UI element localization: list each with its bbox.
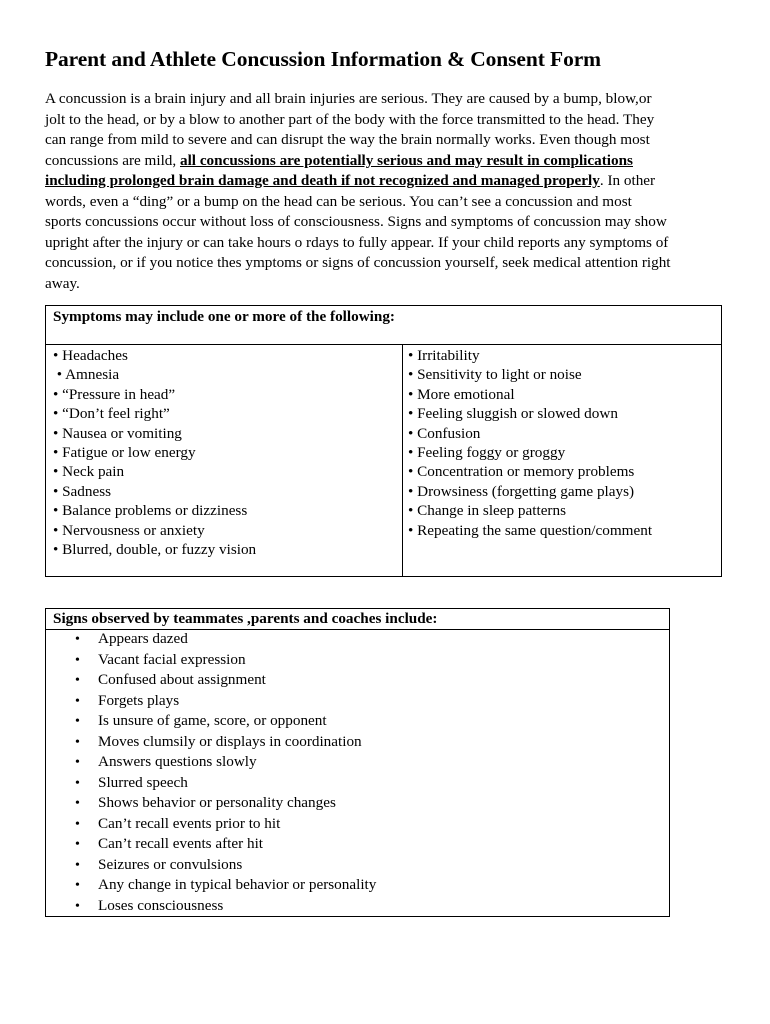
symptom-item: • Nervousness or anxiety — [53, 521, 205, 539]
symptom-item: • Fatigue or low energy — [53, 444, 196, 462]
sign-item-text: Loses consciousness — [98, 896, 224, 914]
bullet-icon: • — [75, 755, 80, 770]
bullet-icon: • — [75, 652, 80, 668]
intro-line: upright after the injury or can take hours o rdays to fully appear. If your child reports any symptoms of — [45, 233, 669, 251]
symptom-item: • Blurred, double, or fuzzy vision — [53, 541, 257, 559]
symptom-item: • Confusion — [408, 424, 481, 442]
bullet-icon: • — [75, 796, 80, 811]
intro-line — [45, 151, 633, 171]
column-divider — [402, 345, 403, 576]
bullet-icon: • — [75, 878, 80, 893]
sign-item-text: Can’t recall events after hit — [98, 835, 264, 852]
symptom-item: • More emotional — [408, 385, 515, 403]
bullet-icon: • — [75, 632, 80, 647]
symptom-item: • “Pressure in head” — [53, 385, 176, 403]
intro-line: concussion, or if you notice thes ymptoms or signs of concussion yourself, seek medical attention right — [45, 254, 671, 271]
signs-table — [45, 608, 670, 917]
sign-item-text: Appears dazed — [98, 630, 188, 647]
intro-emphasis: including prolonged brain damage and death if not recognized and managed properly — [45, 172, 600, 189]
symptom-item: • “Don’t feel right” — [53, 405, 170, 423]
symptom-item: • Headaches — [53, 347, 128, 364]
page-title: Parent and Athlete Concussion Information & Consent Form — [45, 47, 601, 71]
intro-line: away. — [45, 274, 80, 292]
symptoms-header — [46, 306, 721, 345]
intro-emphasis: all concussions are potentially serious and may result in complications — [179, 151, 633, 169]
intro-line: sports concussions occur without loss of consciousness. Signs and symptoms of concussion may show — [45, 213, 667, 230]
sign-item-text: Shows behavior or personality changes — [98, 794, 336, 811]
sign-item-text: Moves clumsily or displays in coordination — [98, 732, 362, 750]
bullet-icon: • — [75, 775, 80, 791]
symptoms-header-label: Symptoms may include one or more of the following: — [53, 308, 395, 325]
sign-item-text: Answers questions slowly — [98, 753, 257, 770]
sign-item-text: Confused about assignment — [98, 671, 266, 688]
sign-item-text: Forgets plays — [98, 691, 180, 709]
symptoms-table — [45, 305, 722, 577]
bullet-icon: • — [75, 837, 80, 852]
symptom-item: • Repeating the same question/comment — [408, 521, 653, 539]
symptom-item: • Neck pain — [53, 463, 125, 481]
sign-item-text: Slurred speech — [98, 773, 188, 791]
sign-item-text: Is unsure of game, score, or opponent — [98, 712, 327, 729]
symptom-item: • Change in sleep patterns — [408, 502, 566, 520]
bullet-icon: • — [75, 714, 80, 729]
symptom-item: • Concentration or memory problems — [408, 463, 635, 481]
sign-item-text: Can’t recall events prior to hit — [98, 814, 281, 832]
symptom-item: • Sensitivity to light or noise — [408, 366, 582, 384]
symptom-item: • Nausea or vomiting — [53, 424, 182, 442]
intro-line: words, even a “ding” or a bump on the head can be serious. You can’t see a concussion and most — [45, 192, 632, 210]
symptoms-right-column — [408, 346, 652, 540]
signs-header-label: Signs observed by teammates ,parents and coaches include: — [53, 610, 438, 627]
signs-header — [46, 609, 669, 630]
symptom-item: • Amnesia — [53, 366, 120, 384]
sign-item-text: Vacant facial expression — [98, 650, 246, 668]
sign-item-text: Any change in typical behavior or personality — [98, 876, 377, 893]
bullet-icon: • — [75, 673, 80, 688]
bullet-icon: • — [75, 857, 80, 873]
intro-line: can range from mild to severe and can disrupt the way the brain normally works. Even though most — [45, 131, 650, 148]
symptom-item: • Feeling sluggish or slowed down — [408, 405, 618, 423]
bullet-icon: • — [75, 734, 80, 750]
intro-line: jolt to the head, or by a blow to another part of the body with the force transmitted to the head. They — [45, 110, 655, 128]
intro-line: A concussion is a brain injury and all brain injuries are serious. They are caused by a bump, blow,or — [45, 90, 652, 107]
symptom-item: • Sadness — [53, 482, 112, 500]
intro-text: concussions are mild, — [45, 151, 180, 169]
symptoms-left-column — [53, 346, 256, 559]
symptom-item: • Balance problems or dizziness — [53, 502, 248, 520]
bullet-icon: • — [75, 898, 80, 914]
symptom-item: • Drowsiness (forgetting game plays) — [408, 482, 635, 500]
sign-item-text: Seizures or convulsions — [98, 855, 243, 873]
intro-line — [45, 171, 655, 191]
symptom-item: • Feeling foggy or groggy — [408, 444, 566, 462]
intro-text: . In other — [599, 172, 656, 189]
symptom-item: • Irritability — [408, 347, 480, 364]
bullet-icon: • — [75, 816, 80, 832]
bullet-icon: • — [75, 693, 80, 709]
